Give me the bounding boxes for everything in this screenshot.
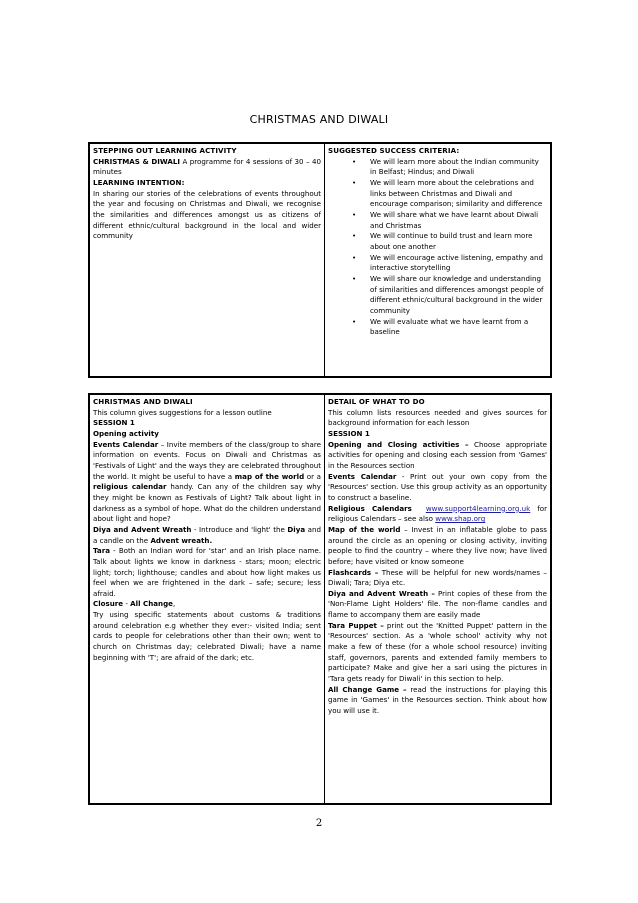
tara-paragraph bbox=[93, 546, 321, 599]
events-text-more: handy. Can any of the children say why they might be known as Festivals of Light? Talk about light in darkness as a symbol of hope. What do the children understand about light and hope? bbox=[93, 482, 321, 524]
dw-paragraph bbox=[328, 589, 547, 621]
map-text: – Invest in an inflatable globe to pass around the circle as an opening or closing activity, inviting people to find the country – where they live now; have lived before; have visited or know someone bbox=[328, 524, 547, 566]
calendar-label: religious calendar bbox=[93, 482, 167, 492]
programme-text bbox=[93, 157, 321, 178]
list-item: • We will evaluate what we have learnt from a baseline bbox=[370, 317, 547, 338]
tara-text: - Both an Indian word for 'star' and an Irish place name. Talk about lights we know in darkness - stars; moon; electric light; torch; lighthouse; candles and about how light makes us feel when we are frightened in the dark – safe; secure; less afraid. bbox=[93, 546, 321, 598]
shap-link[interactable]: www.shap.org bbox=[435, 514, 486, 524]
ac-label: All Change Game – bbox=[328, 684, 407, 694]
detail-session-heading: SESSION 1 bbox=[328, 428, 370, 438]
support4learning-link[interactable]: www.support4learning.org.uk bbox=[425, 503, 531, 513]
ec-paragraph bbox=[328, 472, 547, 504]
diya-label: Diya and Advent Wreath bbox=[93, 524, 192, 534]
oc-label: Opening and Closing activities – bbox=[328, 439, 469, 449]
detail-heading: DETAIL OF WHAT TO DO bbox=[328, 397, 425, 406]
advent-word: Advent wreath. bbox=[150, 535, 213, 545]
list-item: • We will encourage active listening, empathy and interactive storytelling bbox=[370, 253, 547, 274]
programme-desc: A programme for 4 sessions of 30 – 40 minutes bbox=[93, 156, 321, 177]
fc-paragraph bbox=[328, 568, 547, 589]
opening-heading: Opening activity bbox=[93, 428, 159, 438]
tp-paragraph bbox=[328, 621, 547, 685]
session-heading: SESSION 1 bbox=[93, 418, 135, 428]
activity-cell bbox=[89, 143, 325, 377]
events-label: Events Calendar bbox=[93, 439, 159, 449]
all-change-label: All Change bbox=[130, 599, 173, 609]
rc-paragraph bbox=[328, 504, 547, 525]
diya-word: Diya bbox=[287, 524, 306, 534]
tp-text: print out the 'Knitted Puppet' pattern in the 'Resources' section. As a 'whole school' activity why not make a few of these (for a whole school resource) inviting staff, governors, parents and extended family members to participate? Make and give her a sari using the pictures in 'Tara gets ready for Diwali' in this section to help. bbox=[328, 620, 547, 684]
rc-text: for religious Calendars – see also bbox=[328, 503, 547, 524]
activity-heading: STEPPING OUT LEARNING ACTIVITY bbox=[93, 146, 237, 155]
dw-label: Diya and Advent Wreath – bbox=[328, 588, 435, 598]
objectives-table bbox=[88, 142, 552, 378]
page-number: 2 bbox=[315, 818, 323, 829]
list-item: • We will learn more about the celebrations and links between Christmas and Diwali and encourage comparison; similarity and difference bbox=[370, 178, 547, 210]
lesson-outline-cell bbox=[89, 394, 325, 804]
diya-paragraph bbox=[93, 525, 321, 546]
closure-dash: - bbox=[123, 599, 131, 609]
criteria-list bbox=[328, 157, 547, 338]
diya-text: - Introduce and 'light' the bbox=[191, 524, 288, 534]
tp-label: Tara Puppet – bbox=[328, 620, 384, 630]
ac-text: read the instructions for playing this game in 'Games' in the Resources section. Think about how you will use it. bbox=[328, 684, 547, 716]
closure-label: Closure bbox=[93, 599, 124, 609]
lesson-table bbox=[88, 393, 552, 805]
outline-intro: This column gives suggestions for a lesson outline bbox=[93, 407, 272, 417]
oc-paragraph bbox=[328, 440, 547, 472]
list-item: • We will learn more about the Indian community in Belfast; Hindus; and Diwali bbox=[370, 157, 547, 178]
fc-label: Flashcards – bbox=[328, 567, 379, 577]
page-title: CHRISTMAS AND DIWALI bbox=[249, 113, 389, 126]
intention-text: In sharing our stories of the celebrations of events throughout the year and focusing on Christmas and Diwali, we recognise the similarities and differences amongst us as citizens of different ethnic/cultural background in the local and wider community bbox=[93, 188, 321, 241]
criteria-cell bbox=[325, 143, 552, 377]
closure-line bbox=[93, 599, 321, 610]
programme-label: CHRISTMAS & DIWALI bbox=[93, 156, 181, 166]
diya-text-more: and a candle on the bbox=[93, 524, 321, 545]
closure-text: Try using specific statements about customs & traditions around celebration e.g whether they ever:- visited India; sent cards to people for celebrations other than their own; went to church on Christmas day; celebrated Diwali; have a name beginning with 'T'; are afraid of the dark; etc. bbox=[93, 610, 321, 662]
fc-text: These will be helpful for new words/names – Diwali; Tara; Diya etc. bbox=[328, 567, 547, 588]
map-label: map of the world bbox=[234, 471, 305, 481]
list-item: • We will share our knowledge and understanding of similarities and differences amongst people of different ethnic/cultural background in the wider community bbox=[370, 274, 547, 317]
map-world-label: Map of the world bbox=[328, 524, 401, 534]
events-paragraph bbox=[93, 440, 321, 525]
closure-comma: , bbox=[172, 599, 176, 609]
intention-heading: LEARNING INTENTION: bbox=[93, 177, 185, 187]
detail-cell bbox=[325, 394, 552, 804]
ac-paragraph bbox=[328, 685, 547, 717]
dw-text: Print copies of these from the 'Non-Flame Light Holders' file. The non-flame candles and flame to accompany them are easily made bbox=[328, 588, 547, 620]
outline-heading: CHRISTMAS AND DIWALI bbox=[93, 397, 193, 406]
list-item: • We will share what we have learnt about Diwali and Christmas bbox=[370, 210, 547, 231]
rc-label: Religious Calendars bbox=[328, 503, 412, 513]
ec-text: - Print out your own copy from the 'Resources' section. Use this group activity as an opportunity to construct a baseline. bbox=[328, 471, 547, 502]
detail-intro: This column lists resources needed and gives sources for background information for each lesson bbox=[328, 407, 547, 428]
map-paragraph bbox=[328, 525, 547, 568]
events-text: – Invite members of the class/group to share information on events. Focus on Diwali and Christmas as 'Festivals of Light' and the ways they are celebrated throughout the world. It might be useful to have a bbox=[93, 439, 321, 481]
list-item: • We will continue to build trust and learn more about one another bbox=[370, 231, 547, 252]
ec-label: Events Calendar bbox=[328, 471, 397, 481]
or-text: or a bbox=[304, 471, 321, 481]
tara-label: Tara bbox=[93, 546, 110, 556]
criteria-heading: SUGGESTED SUCCESS CRITERIA: bbox=[328, 146, 460, 155]
oc-text: Choose appropriate activities for opening and closing each session from 'Games' in the Resources section bbox=[328, 439, 547, 470]
